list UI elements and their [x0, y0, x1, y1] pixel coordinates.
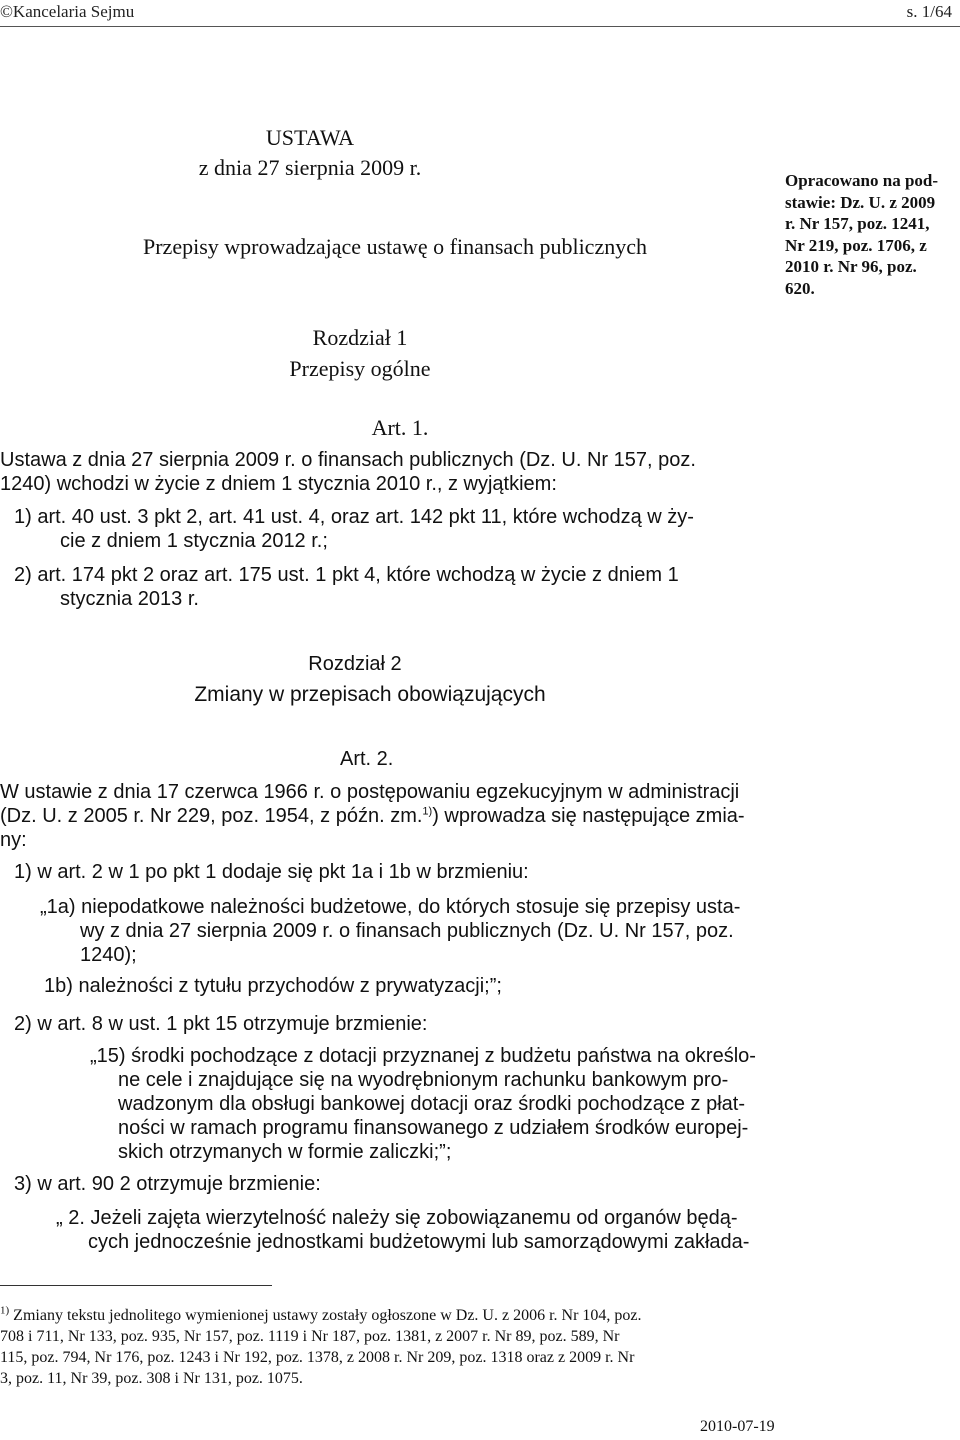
header-divider — [0, 26, 960, 27]
footnote-line — [0, 1305, 790, 1326]
article-2-point-3-lead: 3) w art. 90 2 otrzymuje brzmienie: — [14, 1173, 321, 1195]
sidebar-line: 2010 r. Nr 96, poz. — [785, 257, 917, 276]
sidebar-line: Nr 219, poz. 1706, z — [785, 235, 927, 255]
quote-line: wy z dnia 27 sierpnia 2009 r. o finansach publicznych (Dz. U. Nr 157, poz. — [80, 920, 734, 942]
article-2-line — [0, 804, 790, 828]
act-name: Przepisy wprowadzające ustawę o finansach publicznych — [143, 234, 647, 259]
article-2-point-1-quote-b: 1b) należności z tytułu przychodów z prywatyzacji;”; — [44, 975, 502, 997]
chapter-2-number: Rozdział 2 — [308, 653, 402, 675]
point-line: cie z dniem 1 stycznia 2012 r.; — [60, 530, 328, 552]
article-2-line: W ustawie z dnia 17 czerwca 1966 r. o postępowaniu egzekucyjnym w administracji — [0, 781, 740, 803]
article-2-point-1-lead: 1) w art. 2 w 1 po pkt 1 dodaje się pkt 1a i 1b w brzmieniu: — [14, 861, 529, 883]
article-2-line: ny: — [0, 829, 27, 851]
act-type: USTAWA — [265, 125, 355, 150]
sidebar-line: r. Nr 157, poz. 1241, — [785, 214, 930, 233]
footer-date: 2010-07-19 — [700, 1418, 775, 1435]
quote-line: „ 2. Jeżeli zajęta wierzytelność należy się zobowiązanemu od organów będą- — [56, 1207, 738, 1229]
chapter-1-number: Rozdział 1 — [312, 325, 408, 350]
quote-line: 1240); — [80, 944, 137, 966]
footnote-divider — [0, 1285, 272, 1286]
footnote-marker: 1) — [0, 1304, 10, 1317]
article-2-point-2-quote — [90, 1044, 790, 1164]
chapter-2-title: Zmiany w przepisach obowiązujących — [194, 683, 546, 706]
quote-line: wadzonym dla obsługi bankowej dotacji oraz środki pochodzące z płat- — [118, 1093, 746, 1115]
article-2-heading: Art. 2. — [340, 748, 394, 770]
article-2-intro — [0, 780, 790, 852]
article-2-line-part: (Dz. U. z 2005 r. Nr 229, poz. 1954, z późn. zm. — [0, 805, 423, 827]
article-2-point-1-quote — [40, 895, 780, 967]
sidebar-line: Opracowano na pod- — [785, 171, 939, 190]
point-line: 1) art. 40 ust. 3 pkt 2, art. 41 ust. 4, oraz art. 142 pkt 11, które wchodzą w ży- — [14, 506, 694, 528]
point-line: 2) art. 174 pkt 2 oraz art. 175 ust. 1 pkt 4, które wchodzą w życie z dniem 1 — [14, 564, 679, 586]
quote-line: cych jednocześnie jednostkami budżetowymi lub samorządowymi zakłada- — [88, 1231, 750, 1253]
quote-line: ne cele i znajdujące się na wyodrębnionym rachunku bankowym pro- — [118, 1069, 729, 1091]
footnote-line-text: Zmiany tekstu jednolitego wymienionej ustawy zostały ogłoszone w Dz. U. z 2006 r. Nr 104, poz. — [13, 1307, 642, 1324]
footnote-line: 3, poz. 11, Nr 39, poz. 308 i Nr 131, poz. 1075. — [0, 1370, 303, 1387]
header-page-number: s. 1/64 — [906, 2, 952, 21]
footnote — [0, 1305, 790, 1389]
header-source: ©Kancelaria Sejmu — [0, 2, 135, 21]
footnote-ref: 1) — [422, 805, 433, 818]
quote-line: ności w ramach programu finansowanego z udziałem środków europej- — [118, 1117, 749, 1139]
quote-line: „15) środki pochodzące z dotacji przyznanej z budżetu państwa na określo- — [90, 1045, 756, 1067]
sidebar-line: stawie: Dz. U. z 2009 — [785, 192, 936, 212]
footnote-line: 115, poz. 794, Nr 176, poz. 1243 i Nr 192, poz. 1378, z 2008 r. Nr 209, poz. 1318 oraz z 2009 r. Nr — [0, 1349, 635, 1366]
point-line: stycznia 2013 r. — [60, 588, 199, 610]
article-1-line: Ustawa z dnia 27 sierpnia 2009 r. o finansach publicznych (Dz. U. Nr 157, poz. — [0, 449, 696, 471]
article-2-line-part: ) wprowadza się następujące zmia- — [432, 805, 745, 827]
sidebar-source-note — [785, 170, 960, 299]
quote-line: skich otrzymanych w formie zaliczki;”; — [118, 1141, 452, 1163]
article-1-point-1 — [14, 505, 794, 553]
chapter-1-title: Przepisy ogólne — [289, 356, 431, 381]
article-1-line: 1240) wchodzi w życie z dniem 1 stycznia 2010 r., z wyjątkiem: — [0, 473, 557, 495]
article-2-point-3-quote — [56, 1206, 786, 1254]
article-1-text — [0, 448, 790, 496]
act-date: z dnia 27 sierpnia 2009 r. — [198, 155, 422, 180]
article-2-point-2-lead: 2) w art. 8 w ust. 1 pkt 15 otrzymuje brzmienie: — [14, 1013, 428, 1035]
quote-line: „1a) niepodatkowe należności budżetowe, do których stosuje się przepisy usta- — [40, 896, 741, 918]
footnote-line: 708 i 711, Nr 133, poz. 935, Nr 157, poz. 1119 i Nr 187, poz. 1381, z 2007 r. Nr 89, poz. 589, Nr — [0, 1328, 620, 1345]
article-1-point-2 — [14, 563, 794, 611]
sidebar-line: 620. — [785, 278, 815, 298]
article-1-heading: Art. 1. — [371, 415, 429, 440]
